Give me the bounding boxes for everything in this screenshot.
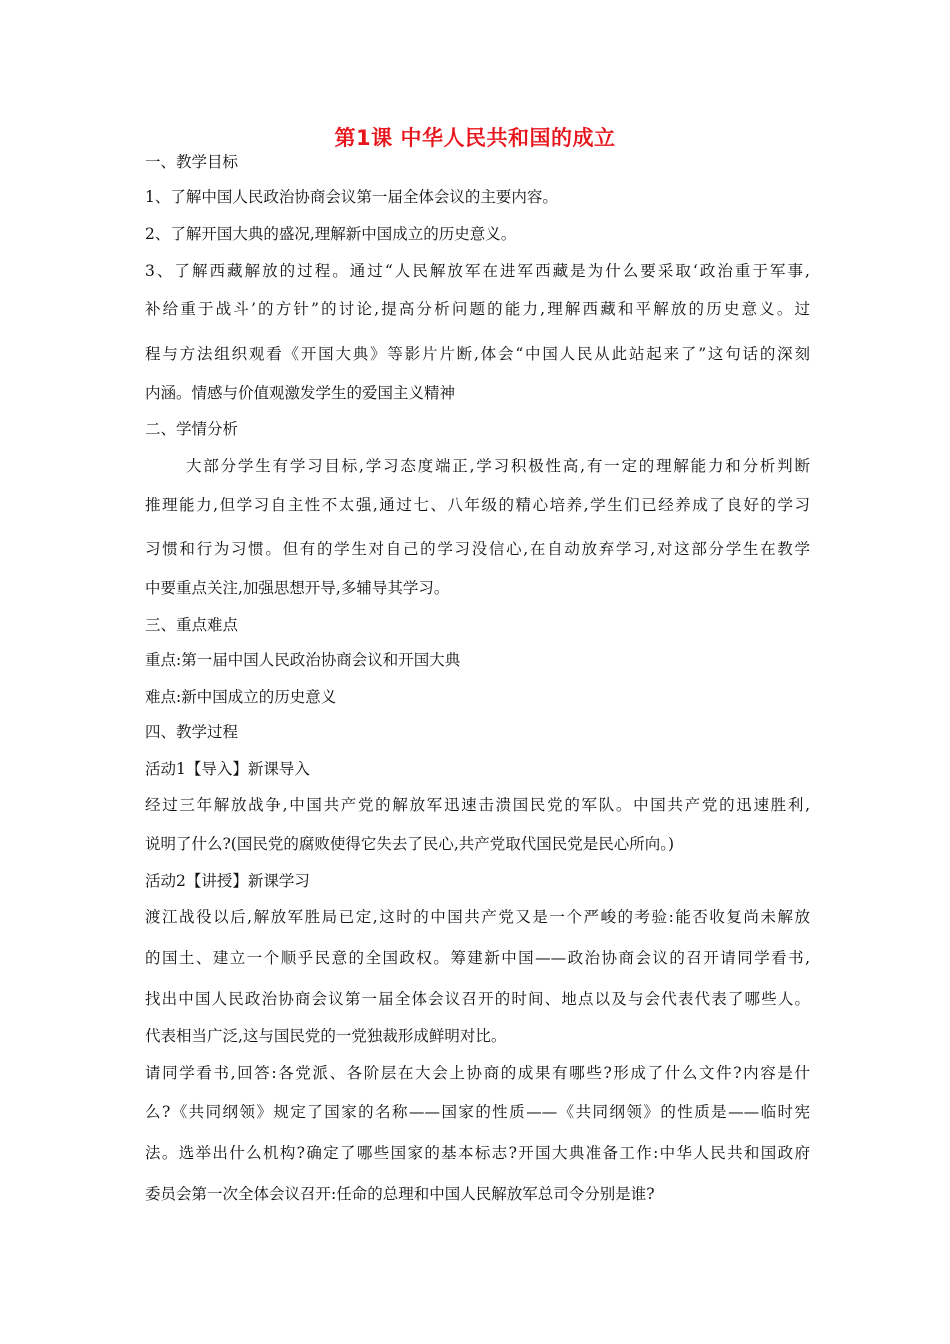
analysis-paragraph-line-1: 大部分学生有学习目标,学习态度端正,学习积极性高,有一定的理解能力和分析判断 xyxy=(186,457,810,475)
activity-2-text-line-2: 的国土、建立一个顺乎民意的全国政权。筹建新中国——政治协商会议的召开请同学看书, xyxy=(145,949,810,967)
analysis-paragraph-line-3: 习惯和行为习惯。但有的学生对自己的学习没信心,在自动放弃学习,对这部分学生在教学 xyxy=(145,540,810,558)
analysis-paragraph-line-2: 推理能力,但学习自主性不太强,通过七、八年级的精心培养,学生们已经养成了良好的学习 xyxy=(145,496,810,514)
activity-2-text-line-6: 么?《共同纲领》规定了国家的名称——国家的性质——《共同纲领》的性质是——临时宪 xyxy=(145,1103,810,1121)
activity-2-text-line-5: 请同学看书,回答:各党派、各阶层在大会上协商的成果有哪些?形成了什么文件?内容是什 xyxy=(145,1064,810,1082)
activity-2-text-line-8: 委员会第一次全体会议召开:任命的总理和中国人民解放军总司令分别是谁? xyxy=(145,1185,655,1203)
objective-item-1: 1、了解中国人民政治协商会议第一届全体会议的主要内容。 xyxy=(145,188,558,206)
activity-2-text-line-7: 法。选举出什么机构?确定了哪些国家的基本标志?开国大典准备工作:中华人民共和国政府 xyxy=(145,1144,810,1162)
activity-2-text-line-1: 渡江战役以后,解放军胜局已定,这时的中国共产党又是一个严峻的考验:能否收复尚未解放 xyxy=(145,908,810,926)
objective-item-2: 2、了解开国大典的盛况,理解新中国成立的历史意义。 xyxy=(145,225,517,243)
objective-item-3-line-1: 3、了解西藏解放的过程。通过“人民解放军在进军西藏是为什么要采取‘政治重于军事, xyxy=(145,262,810,280)
activity-1-text-line-1: 经过三年解放战争,中国共产党的解放军迅速击溃国民党的军队。中国共产党的迅速胜利, xyxy=(145,796,810,814)
key-point: 重点:第一届中国人民政治协商会议和开国大典 xyxy=(145,651,461,669)
activity-1-text-line-2: 说明了什么?(国民党的腐败使得它失去了民心,共产党取代国民党是民心所向。) xyxy=(145,835,675,853)
activity-2-text-line-4: 代表相当广泛,这与国民党的一党独裁形成鲜明对比。 xyxy=(145,1027,507,1045)
analysis-paragraph-line-4: 中要重点关注,加强思想开导,多辅导其学习。 xyxy=(145,579,450,597)
difficult-point: 难点:新中国成立的历史意义 xyxy=(145,688,337,706)
activity-2-heading: 活动2【讲授】新课学习 xyxy=(145,872,310,890)
section-heading-objectives: 一、教学目标 xyxy=(145,153,239,171)
objective-item-3-line-2: 补给重于战斗’的方针”的讨论,提高分析问题的能力,理解西藏和平解放的历史意义。过 xyxy=(145,300,810,318)
objective-item-3-line-3: 程与方法组织观看《开国大典》等影片片断,体会“中国人民从此站起来了”这句话的深刻 xyxy=(145,345,810,363)
section-heading-analysis: 二、学情分析 xyxy=(145,420,239,438)
lesson-title: 第1课 中华人民共和国的成立 xyxy=(334,126,616,150)
section-heading-key-points: 三、重点难点 xyxy=(145,616,239,634)
activity-2-text-line-3: 找出中国人民政治协商会议第一届全体会议召开的时间、地点以及与会代表代表了哪些人。 xyxy=(145,990,810,1008)
section-heading-process: 四、教学过程 xyxy=(145,723,239,741)
objective-item-3-line-4: 内涵。情感与价值观激发学生的爱国主义精神 xyxy=(145,384,456,402)
activity-1-heading: 活动1【导入】新课导入 xyxy=(145,760,310,778)
